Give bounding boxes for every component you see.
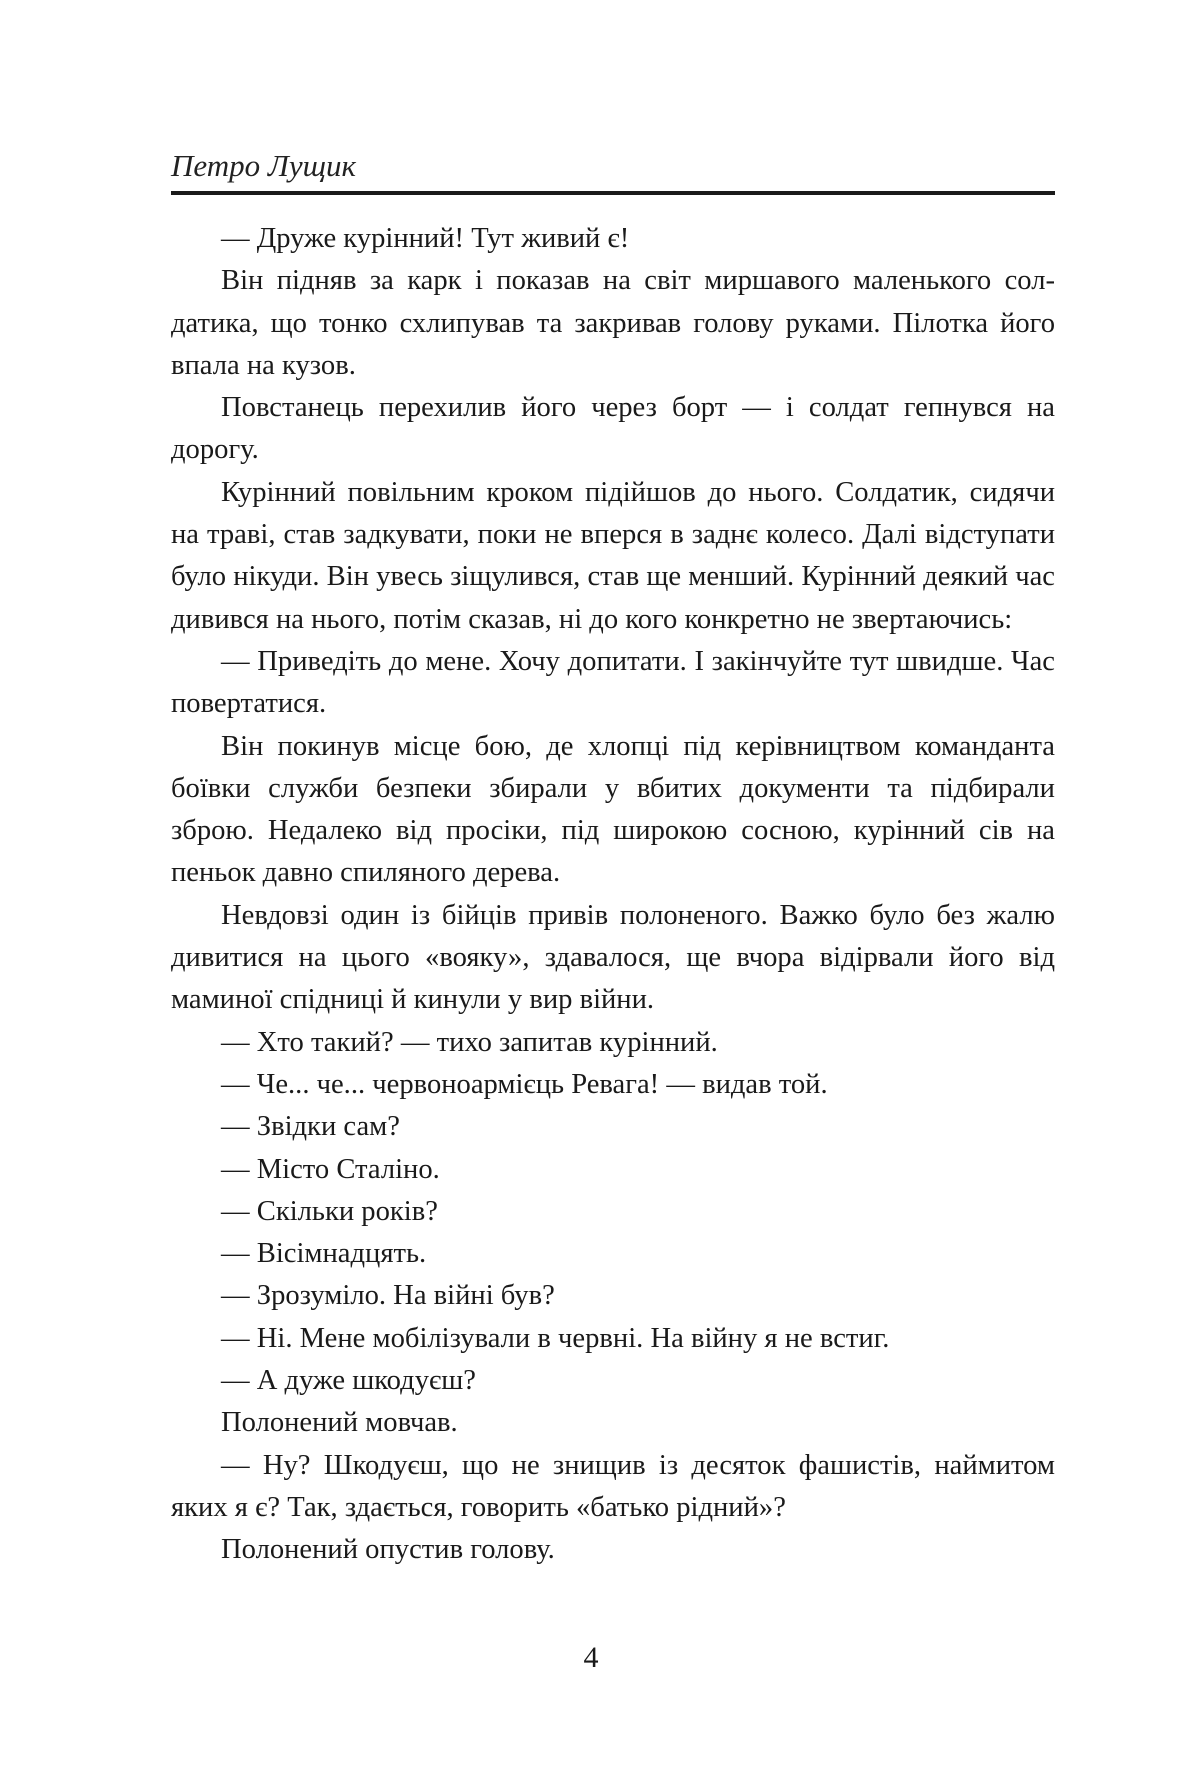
paragraph: — Зрозуміло. На війні був? (221, 1280, 555, 1312)
paragraph: — Звідки сам? (221, 1111, 400, 1143)
page-number: 4 (583, 1641, 599, 1674)
header-rule (171, 191, 1055, 195)
paragraph: Повстанець перехилив його через борт — і солдат гепнувся на дорогу. (171, 392, 1055, 466)
paragraph: — Вісімнадцять. (221, 1238, 427, 1270)
paragraph: — Че... че... червоноармієць Ревага! — видав той. (221, 1068, 828, 1100)
paragraph: — Місто Сталіно. (221, 1153, 440, 1185)
page-body (171, 218, 1055, 1572)
paragraph: — А дуже шкодуєш? (221, 1365, 476, 1397)
paragraph: Він покинув місце бою, де хлопці під керівництвом команданта боївки служби безпеки збирали у вбитих документи та підбирали зброю. Недалеко від просіки, під широкою сосною, курінний сів на пеньок давно спиляного дерева. (171, 730, 1055, 889)
paragraph: Невдовзі один із бійців привів полоненого. Важко було без жалю дивитися на цього «вояку», здавалося, ще вчора відірвали його від маминої спідниці й кинули у вир війни. (171, 899, 1055, 1016)
paragraph: — Друже курінний! Тут живий є! (221, 223, 630, 254)
running-head-author: Петро Лущик (171, 148, 357, 183)
paragraph: Полонений опустив голову. (221, 1534, 555, 1566)
paragraph: Курінний повільним кроком підійшов до нього. Солдатик, сидячи на траві, став задкувати, поки не вперся в заднє колесо. Далі відступати було нікуди. Він увесь зіщулився, став ще менший. Курінний деякий час дивився на нього, потім сказав, ні до кого конкретно не звертаючись: (171, 476, 1055, 635)
paragraph: — Приведіть до мене. Хочу допитати. І закінчуйте тут швидше. Час повертатися. (171, 645, 1055, 720)
paragraph: — Хто такий? — тихо запитав курінний. (221, 1026, 718, 1058)
paragraph: Він підняв за карк і показав на світ миршавого маленького солдатика, що тонко схлипував та закривав голову руками. Пілотка його впала на кузов. (171, 265, 1055, 381)
paragraph: — Ні. Мене мобілізували в червні. На війну я не встиг. (221, 1322, 890, 1354)
paragraph: — Скільки років? (221, 1195, 438, 1227)
paragraph: Полонений мовчав. (221, 1407, 458, 1439)
paragraph: — Ну? Шкодуєш, що не знищив із десяток фашистів, наймитом яких я є? Так, здається, говорить «батько рідний»? (171, 1449, 1055, 1523)
